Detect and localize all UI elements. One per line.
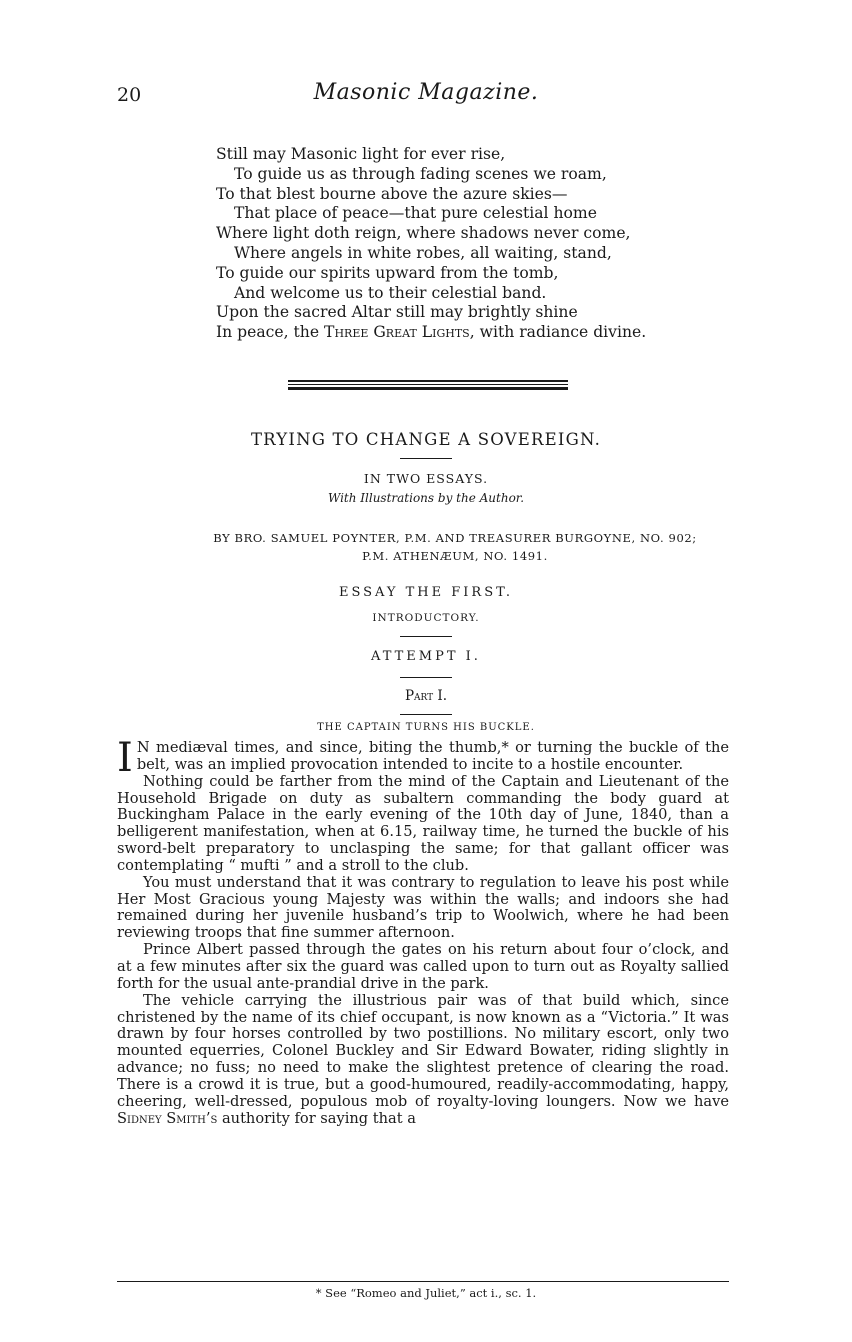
poem-line: To guide our spirits upward from the tomb, [216, 263, 559, 282]
byline-line-1: BY BRO. SAMUEL POYNTER, P.M. AND TREASURER BURGOYNE, NO. 902; [213, 531, 697, 545]
chapter-heading: THE CAPTAIN TURNS HIS BUCKLE. [317, 722, 535, 733]
paragraph [117, 993, 729, 1128]
section-divider [288, 380, 568, 390]
paragraph: Prince Albert passed through the gates on his return about four o’clock, and at a few minutes after six the guard was called upon to turn out as Royalty sallied forth for the usual ante-prandial drive in the park. [117, 941, 729, 992]
essay-heading: ESSAY THE FIRST. [338, 585, 514, 600]
article-body [117, 735, 729, 1127]
attempt-rule [400, 677, 452, 678]
article-title: TRYING TO CHANGE A SOVEREIGN. [250, 430, 602, 449]
poem-last-after: , with radiance divine. [469, 323, 647, 342]
part-rule [400, 714, 452, 715]
illustrations-note: With Illustrations by the Author. [327, 491, 525, 505]
drop-cap: I [117, 735, 133, 781]
poem-line: And welcome us to their celestial band. [234, 283, 547, 302]
paragraph: Nothing could be farther from the mind of the Captain and Lieutenant of the Household Brigade on duty as subaltern commanding the body guard at Buckingham Palace in the early evening of the 10th day of June, 1840, than a belligerent manifestation, when at 6.15, railway time, he turned the buckle of his sword-belt preparatory to unclasping the same; for that gallant officer was contemplating “ mufti ” and a stroll to the club. [117, 772, 729, 874]
footnote-rule [117, 1281, 729, 1282]
running-title: Masonic Magazine. [313, 80, 539, 105]
title-rule [400, 458, 452, 459]
paragraph-text-end: authority for saying that a [217, 1109, 416, 1127]
introductory-label: INTRODUCTORY. [372, 612, 480, 624]
poem-line: To guide us as through fading scenes we roam, [234, 164, 607, 183]
article-subtitle: IN TWO ESSAYS. [363, 471, 489, 486]
poem-line: Where light doth reign, where shadows never come, [216, 224, 631, 243]
paragraph-text: N mediæval times, and since, biting the thumb,* or turning the buckle of the belt, was an implied provocation intended to incite to a hostile encounter. [136, 739, 729, 773]
page-number: 20 [117, 84, 142, 106]
byline-line-2: P.M. ATHENÆUM, NO. 1491. [362, 549, 548, 563]
footnote: * See “Romeo and Juliet,” act i., sc. 1. [315, 1286, 537, 1300]
sidney-smith: Sidney Smith’s [117, 1109, 218, 1127]
intro-rule [400, 636, 452, 637]
paragraph [117, 735, 729, 781]
paragraph: You must understand that it was contrary to regulation to leave his post while Her Most Gracious young Majesty was within the walls; and indoors she had remained during her juvenile husband’s trip to Woolwich, where he had been reviewing troops that fine summer afternoon. [117, 873, 729, 942]
poem-line: Where angels in white robes, all waiting, stand, [234, 243, 612, 262]
poem [216, 145, 646, 343]
poem-line: Upon the sacred Altar still may brightly shine [216, 303, 578, 322]
part-heading: Part I. [404, 688, 448, 704]
paragraph-text: The vehicle carrying the illustrious pair was of that build which, since christened by the name of its chief occupant, is now known as a “Victoria.” It was drawn by four horses controlled by two postillions. No military escort, only two mounted equerries, Colonel Buckley and Sir Edward Bowater, riding slightly in advance; no fuss; no need to make the slightest pretence of clearing the road. There is a crowd it is true, but a good-humoured, readily-accommodating, happy, cheering, well-dressed, populous mob of royalty-loving loungers. Now we have [117, 991, 729, 1110]
poem-last-before: In peace, the [216, 323, 325, 342]
poem-line: Still may Masonic light for ever rise, [216, 145, 506, 163]
poem-line: That place of peace—that pure celestial home [234, 204, 597, 223]
poem-line: To that blest bourne above the azure skies— [216, 184, 568, 203]
poem-line-last [216, 323, 646, 343]
byline [175, 529, 735, 565]
three-great-lights: Three Great Lights [324, 323, 470, 342]
attempt-heading: ATTEMPT I. [371, 649, 481, 664]
